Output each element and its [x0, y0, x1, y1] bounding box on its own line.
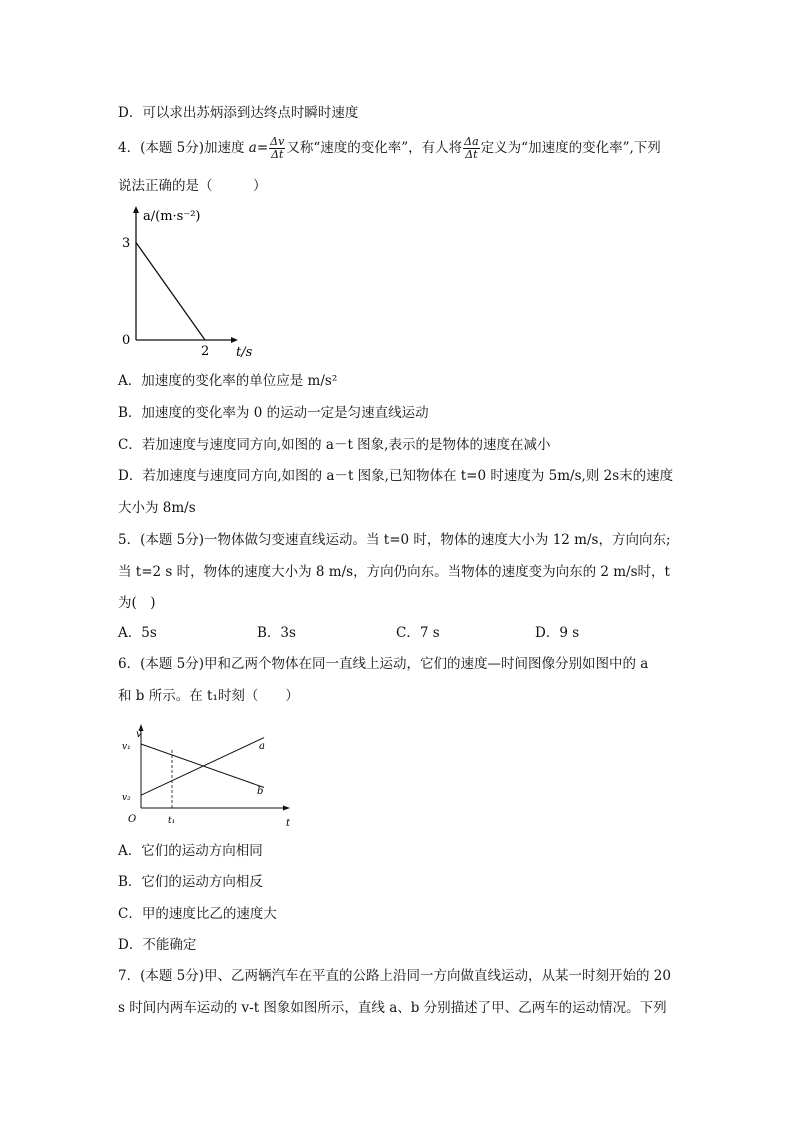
q6-line-a [141, 738, 264, 796]
q4-frac1-num: Δv [270, 135, 285, 148]
q4-frac2-num: Δa [464, 135, 479, 148]
q5-stem-line3: 为( ) [118, 595, 156, 611]
q4-y-tick-3: 3 [122, 236, 131, 251]
q6-line-a-label: a [259, 741, 265, 752]
q4-stem-line1 [118, 136, 661, 161]
q6-v2-label: v₂ [122, 793, 131, 803]
q4-option-b: B．加速度的变化率为 0 的运动一定是匀速直线运动 [118, 405, 429, 421]
q4-frac1-den: Δt [271, 148, 284, 161]
q5-option-d: D．9 s [535, 625, 580, 641]
q6-option-d: D．不能确定 [118, 937, 197, 953]
q4-y-label: a/(m·s⁻²) [143, 209, 201, 224]
q4-x-tick-2: 2 [201, 344, 210, 359]
q6-x-label: t [286, 818, 291, 829]
q4-option-d: D．若加速度与速度同方向,如图的 a－t 图象,已知物体在 t=0 时速度为 5m/s,则 2s末的速度 [118, 468, 674, 484]
q6-stem-line1: 6．(本题 5分)甲和乙两个物体在同一直线上运动，它们的速度—时间图像分别如图中的 a [118, 656, 649, 672]
q5-option-c: C．7 s [396, 625, 440, 641]
q4-end-text: 定义为“加速度的变化率”,下列 [480, 140, 661, 156]
q4-axes [133, 206, 238, 343]
q6-v1-label: v₁ [122, 742, 131, 752]
q6-y-label: v [136, 729, 142, 740]
q5-stem-line1: 5．(本题 5分)一物体做匀变速直线运动。当 t=0 时，物体的速度大小为 12 m/s，方向向东; [118, 532, 671, 548]
q6-line-b-label: b [257, 786, 264, 797]
q4-equals: = [256, 140, 269, 156]
q4-x-label: t/s [236, 345, 253, 360]
q4-fraction-da-dt [463, 136, 480, 161]
q6-option-a: A．它们的运动方向相同 [118, 843, 263, 859]
q4-option-d-cont: 大小为 8m/s [118, 500, 196, 516]
q6-axes [139, 724, 291, 811]
q4-stem-line2: 说法正确的是（ ） [118, 178, 267, 194]
q4-at-chart [116, 203, 276, 363]
q4-option-c: C．若加速度与速度同方向,如图的 a－t 图象,表示的是物体的速度在减小 [118, 437, 551, 453]
q5-options-row [118, 623, 678, 643]
q6-x-arrow [283, 806, 290, 811]
q4-fraction-dv-dt [269, 136, 285, 161]
q4-y-arrow [133, 206, 139, 213]
q4-prefix: 4．(本题 5分)加速度 [118, 140, 249, 156]
q6-option-c: C．甲的速度比乙的速度大 [118, 906, 277, 922]
q5-option-a: A．5s [118, 625, 157, 641]
q5-option-b: B．3s [257, 625, 296, 641]
q4-mid-text: 又称“速度的变化率”，有人将 [286, 140, 463, 156]
q6-stem-line2: 和 b 所示。在 t₁时刻（ ） [118, 688, 299, 704]
q6-vt-chart [118, 722, 308, 832]
q6-t1-label: t₁ [168, 816, 176, 826]
q5-stem-line2: 当 t=2 s 时，物体的速度大小为 8 m/s，方向仍向东。当物体的速度变为向东的 2 m/s时，t [118, 564, 670, 580]
q6-option-b: B．它们的运动方向相反 [118, 874, 263, 890]
q4-frac2-den: Δt [465, 148, 478, 161]
q7-stem-line1: 7．(本题 5分)甲、乙两辆汽车在平直的公路上沿同一方向做直线运动，从某一时刻开始的 20 [118, 968, 671, 984]
q6-origin-label: O [128, 814, 137, 825]
q4-option-a: A．加速度的变化率的单位应是 m/s² [118, 373, 338, 389]
q6-line-b [141, 744, 264, 788]
q4-origin-label: 0 [122, 333, 131, 348]
q4-data-line [136, 243, 205, 341]
q7-stem-line2: s 时间内两车运动的 v-t 图象如图所示，直线 a、b 分别描述了甲、乙两车的运动情况。下列 [118, 1000, 667, 1016]
q3-option-d: D．可以求出苏炳添到达终点时瞬时速度 [118, 105, 359, 121]
q4-x-arrow [231, 337, 238, 343]
q4-accel-symbol: a [248, 140, 257, 156]
